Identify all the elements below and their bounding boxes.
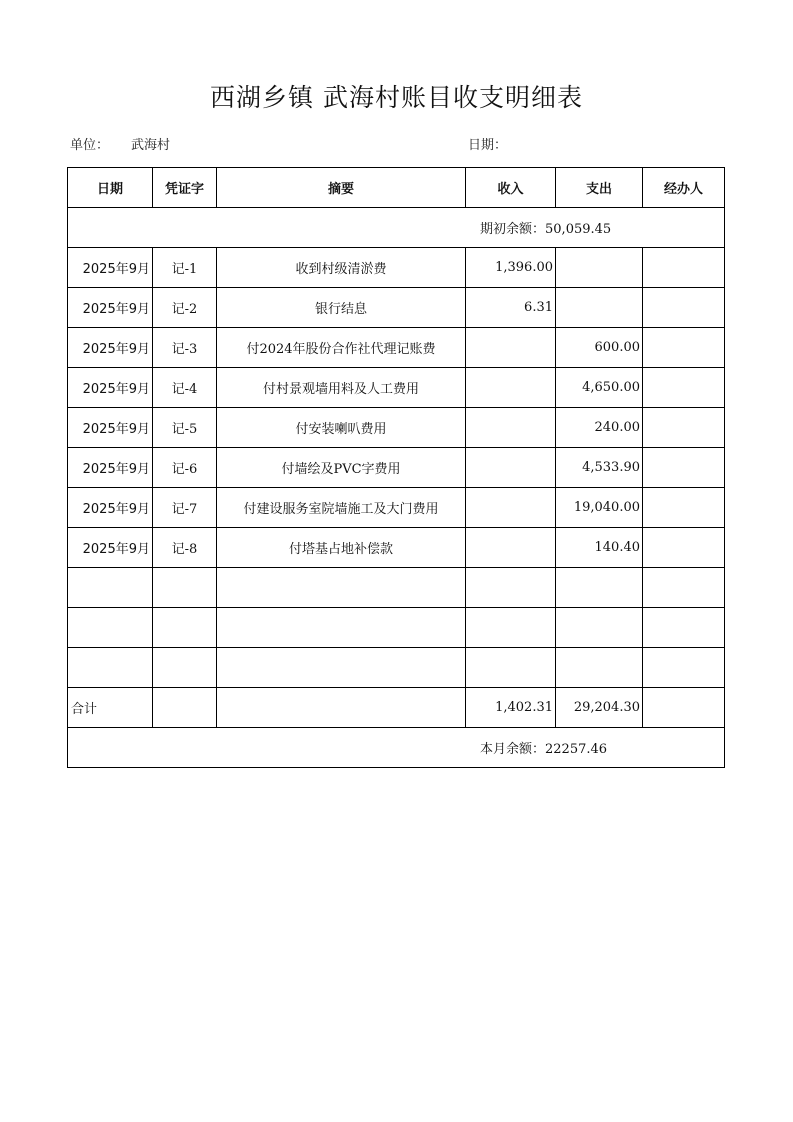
summary-cell: 付墙绘及PVC字费用 <box>217 448 466 488</box>
table-row <box>68 368 725 408</box>
summary-cell <box>217 568 466 608</box>
total-voucher-cell <box>153 688 217 728</box>
date-cell: 2025年9月 <box>68 328 153 368</box>
expense-cell: 19,040.00 <box>556 488 643 528</box>
date-cell: 2025年9月 <box>68 528 153 568</box>
total-row <box>68 688 725 728</box>
income-cell <box>466 368 556 408</box>
header-income: 收入 <box>466 168 556 208</box>
summary-cell <box>217 608 466 648</box>
date-cell <box>68 648 153 688</box>
income-cell <box>466 608 556 648</box>
expense-cell: 140.40 <box>556 528 643 568</box>
summary-cell: 付塔基占地补偿款 <box>217 528 466 568</box>
income-cell <box>466 408 556 448</box>
expense-cell: 4,650.00 <box>556 368 643 408</box>
income-cell <box>466 568 556 608</box>
voucher-cell <box>153 568 217 608</box>
expense-cell <box>556 648 643 688</box>
summary-cell: 付村景观墙用料及人工费用 <box>217 368 466 408</box>
table-row <box>68 408 725 448</box>
header-voucher: 凭证字 <box>153 168 217 208</box>
date-cell: 2025年9月 <box>68 408 153 448</box>
income-cell <box>466 328 556 368</box>
unit-value: 武海村 <box>131 138 171 153</box>
opening-balance-label: 期初余额： <box>480 222 546 237</box>
table-row <box>68 328 725 368</box>
opening-balance-row <box>68 208 725 248</box>
summary-cell: 收到村级清淤费 <box>217 248 466 288</box>
expense-cell: 240.00 <box>556 408 643 448</box>
date-cell: 2025年9月 <box>68 368 153 408</box>
opening-balance <box>68 208 725 248</box>
voucher-cell: 记-2 <box>153 288 217 328</box>
summary-cell: 银行结息 <box>217 288 466 328</box>
header-date: 日期 <box>68 168 153 208</box>
unit-label: 单位： <box>70 138 110 153</box>
table-row <box>68 608 725 648</box>
total-expense: 29,204.30 <box>556 688 643 728</box>
ledger-table <box>67 167 725 768</box>
date-cell <box>68 568 153 608</box>
expense-cell <box>556 608 643 648</box>
total-summary-cell <box>217 688 466 728</box>
expense-cell <box>556 248 643 288</box>
expense-cell: 600.00 <box>556 328 643 368</box>
unit-field <box>70 134 170 153</box>
income-cell <box>466 488 556 528</box>
table-row <box>68 528 725 568</box>
table-row <box>68 648 725 688</box>
voucher-cell: 记-1 <box>153 248 217 288</box>
handler-cell <box>643 448 725 488</box>
table-row <box>68 448 725 488</box>
page-title: 西湖乡镇 武海村账目收支明细表 <box>210 83 583 112</box>
total-label: 合计 <box>68 688 153 728</box>
closing-balance-value: 22257.46 <box>545 742 608 757</box>
income-cell: 1,396.00 <box>466 248 556 288</box>
expense-cell <box>556 568 643 608</box>
date-cell: 2025年9月 <box>68 248 153 288</box>
date-cell <box>68 608 153 648</box>
voucher-cell: 记-7 <box>153 488 217 528</box>
income-cell <box>466 448 556 488</box>
voucher-cell <box>153 648 217 688</box>
date-field <box>468 134 507 153</box>
table-row <box>68 288 725 328</box>
voucher-cell: 记-5 <box>153 408 217 448</box>
expense-cell <box>556 288 643 328</box>
header-row <box>68 168 725 208</box>
voucher-cell: 记-4 <box>153 368 217 408</box>
handler-cell <box>643 488 725 528</box>
date-cell: 2025年9月 <box>68 448 153 488</box>
voucher-cell <box>153 608 217 648</box>
header-summary: 摘要 <box>217 168 466 208</box>
handler-cell <box>643 608 725 648</box>
summary-cell: 付安装喇叭费用 <box>217 408 466 448</box>
table-row <box>68 568 725 608</box>
date-cell: 2025年9月 <box>68 288 153 328</box>
date-label: 日期： <box>468 138 508 153</box>
summary-cell <box>217 648 466 688</box>
handler-cell <box>643 408 725 448</box>
voucher-cell: 记-8 <box>153 528 217 568</box>
closing-balance-row <box>68 728 725 768</box>
total-income: 1,402.31 <box>466 688 556 728</box>
table-row <box>68 248 725 288</box>
closing-balance <box>68 728 725 768</box>
header-expense: 支出 <box>556 168 643 208</box>
header-handler: 经办人 <box>643 168 725 208</box>
voucher-cell: 记-3 <box>153 328 217 368</box>
total-handler-cell <box>643 688 725 728</box>
handler-cell <box>643 288 725 328</box>
handler-cell <box>643 568 725 608</box>
handler-cell <box>643 328 725 368</box>
summary-cell: 付2024年股份合作社代理记账费 <box>217 328 466 368</box>
income-cell <box>466 528 556 568</box>
voucher-cell: 记-6 <box>153 448 217 488</box>
handler-cell <box>643 248 725 288</box>
income-cell <box>466 648 556 688</box>
summary-cell: 付建设服务室院墙施工及大门费用 <box>217 488 466 528</box>
closing-balance-label: 本月余额： <box>480 742 546 757</box>
table-row <box>68 488 725 528</box>
handler-cell <box>643 648 725 688</box>
date-cell: 2025年9月 <box>68 488 153 528</box>
expense-cell: 4,533.90 <box>556 448 643 488</box>
handler-cell <box>643 368 725 408</box>
income-cell: 6.31 <box>466 288 556 328</box>
opening-balance-value: 50,059.45 <box>545 222 612 237</box>
handler-cell <box>643 528 725 568</box>
